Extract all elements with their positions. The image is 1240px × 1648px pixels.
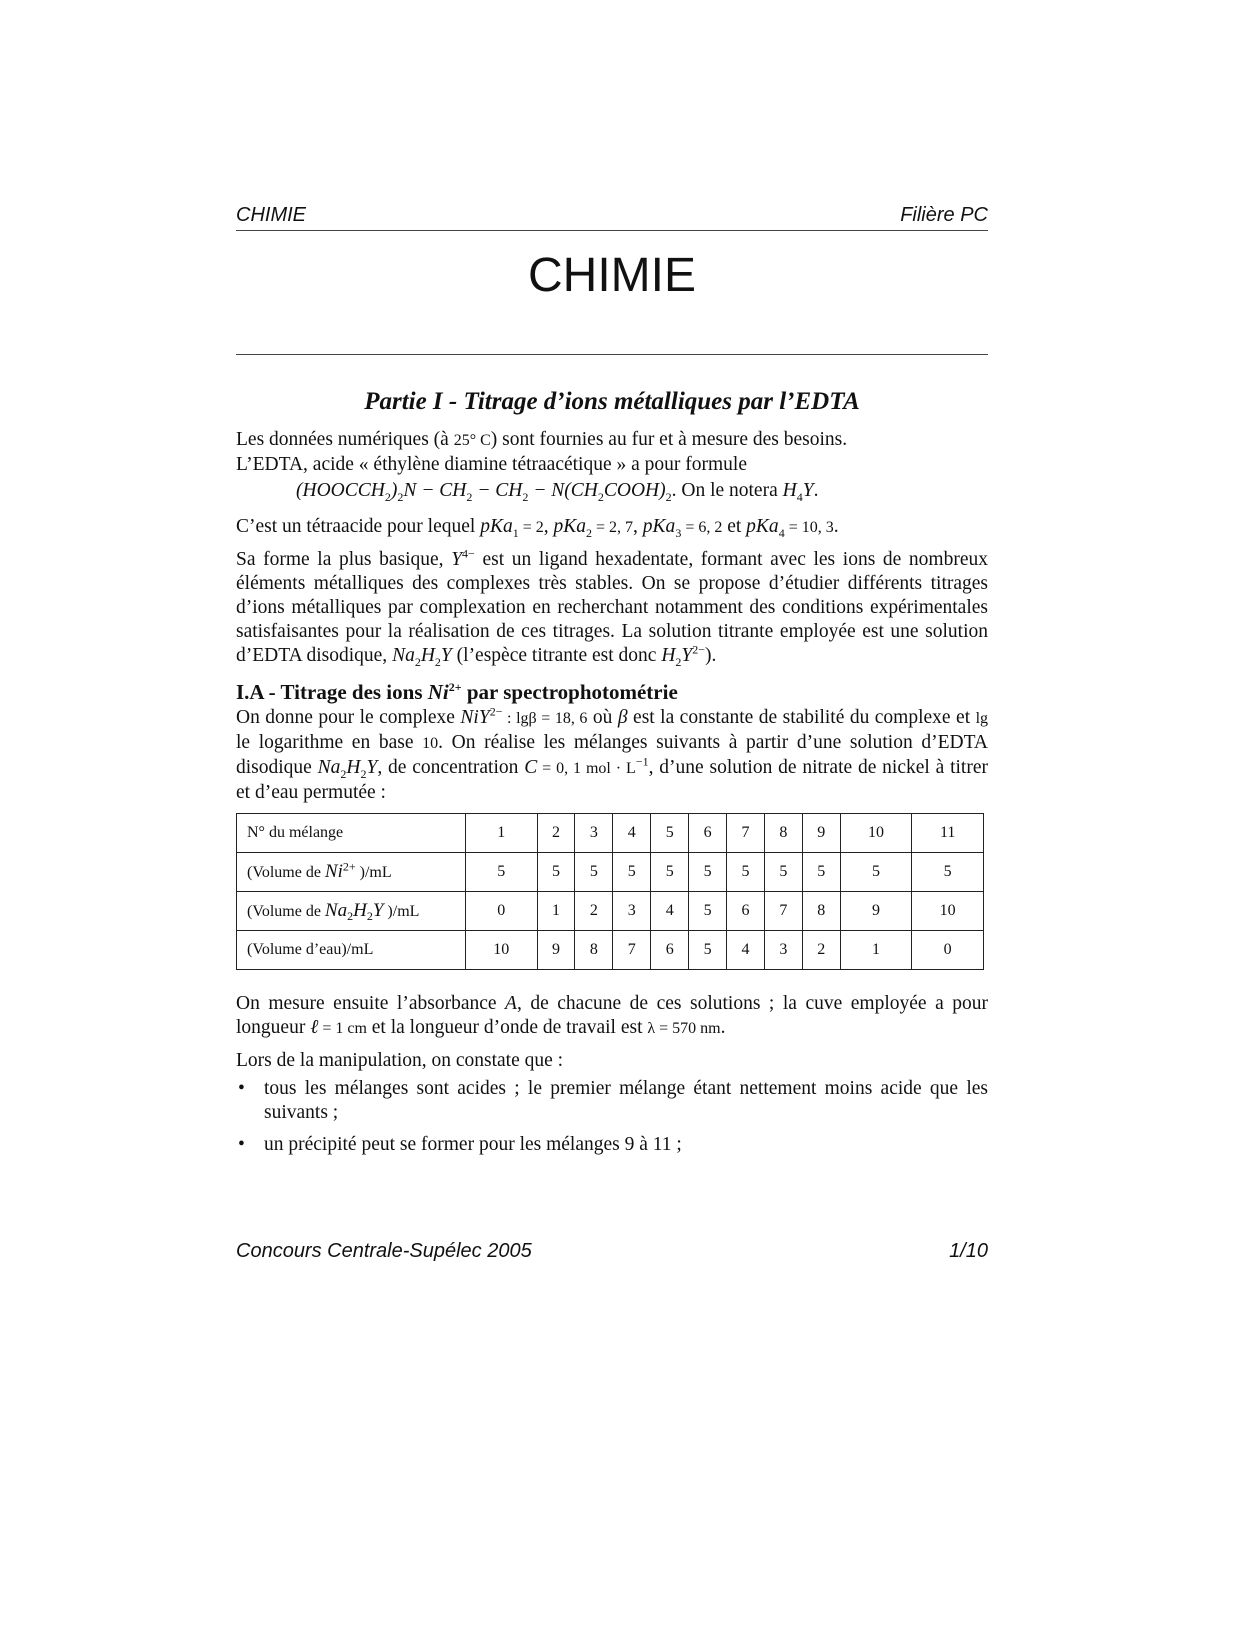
- page-title: CHIMIE: [528, 249, 696, 302]
- table-cell: 10: [840, 814, 912, 853]
- table-cell: 3: [613, 892, 651, 931]
- table-cell: 0: [466, 892, 538, 931]
- table-cell: 3: [764, 931, 802, 970]
- table-cell: 9: [840, 892, 912, 931]
- edta-formula: $(HOOCCH_2)_2N - CH_2 - CH_2$ − $N(CH_2COOH)_2$. On le notera $H_4Y$.: [296, 480, 819, 504]
- table-cell: 5: [651, 814, 689, 853]
- table-cell: 9: [802, 814, 840, 853]
- table-cell: 1: [537, 892, 575, 931]
- table-cell: 5: [840, 853, 912, 892]
- table-row: [237, 853, 984, 892]
- footer-contest: Concours Centrale-Supélec 2005: [236, 1240, 532, 1262]
- header-track: Filière PC: [900, 204, 988, 226]
- table-cell: 7: [764, 892, 802, 931]
- table-cell: 5: [689, 931, 727, 970]
- absorbance-paragraph: On mesure ensuite l’absorbance A, de chacune de ces solutions ; la cuve employée a pour longueur ℓ = 1 cm et la longueur d’onde de travail est λ = 570 nm.: [236, 993, 988, 1038]
- table-cell: 5: [764, 853, 802, 892]
- part-title: Partie I - Titrage d’ions métalliques par l’EDTA: [364, 388, 860, 415]
- table-cell: 5: [575, 853, 613, 892]
- table-cell: 4: [651, 892, 689, 931]
- table-cell: 1: [840, 931, 912, 970]
- table-cell: 0: [912, 931, 984, 970]
- header-subject: CHIMIE: [236, 204, 306, 226]
- list-item: • un précipité peut se former pour les mélanges 9 à 11 ;: [238, 1134, 682, 1155]
- table-cell: 5: [727, 853, 765, 892]
- table-cell: 5: [689, 853, 727, 892]
- table-cell: 10: [912, 892, 984, 931]
- table-cell: 4: [613, 814, 651, 853]
- mixture-table-body: [237, 814, 984, 970]
- ligand-paragraph: Sa forme la plus basique, $Y^{4-}$ est un ligand hexadentate, formant avec les ions de nombreux éléments métalliques des complexes très stables. On se propose d’étudier différents titrages d’ions métalliques par complexation en recherchant notamment des conditions expérimentales satisfaisantes pour la réalisation de ces titrages. La solution titrante employée est une solution d’EDTA disodique, $Na_2H_2Y$ (l’espèce titrante est donc $H_2Y^{2-}$).: [236, 546, 988, 669]
- table-cell: 5: [651, 853, 689, 892]
- table-cell: 10: [466, 931, 538, 970]
- temperature-value: 25° C: [453, 432, 491, 449]
- table-cell: 8: [575, 931, 613, 970]
- table-cell: 8: [802, 892, 840, 931]
- table-cell: 7: [613, 931, 651, 970]
- wavelength-value: λ = 570 nm: [647, 1020, 721, 1037]
- table-cell: 6: [651, 931, 689, 970]
- table-cell: 5: [466, 853, 538, 892]
- row-header: (Volume de $Ni^{2+}$ )/mL: [237, 853, 466, 892]
- table-cell: 2: [575, 892, 613, 931]
- intro-paragraph: Les données numériques (à 25° C) sont fournies au fur et à mesure des besoins.: [236, 429, 848, 450]
- table-cell: 5: [537, 853, 575, 892]
- table-cell: 1: [466, 814, 538, 853]
- row-header: N° du mélange: [237, 814, 466, 853]
- bullet-icon: •: [238, 1134, 245, 1155]
- exam-page: [236, 0, 988, 1648]
- observation-list: [236, 1077, 988, 1157]
- section-title-ia: I.A - Titrage des ions $Ni^{2+}$ par spectrophotométrie: [236, 680, 678, 704]
- running-header: [236, 204, 988, 227]
- table-cell: 2: [802, 931, 840, 970]
- list-item: • tous les mélanges sont acides ; le premier mélange étant nettement moins acide que les suivants ;: [238, 1078, 988, 1123]
- table-cell: 4: [727, 931, 765, 970]
- ia-paragraph: On donne pour le complexe NiY$^{2-}$ : lgβ = 18, 6 où β est la constante de stabilité du complexe et lg le logarithme en base 10. On réalise les mélanges suivants à partir d’une solution d’EDTA disodique $Na_2H_2Y$, de concentration C = 0, 1 mol · $L^{-1}$, d’une solution de nitrate de nickel à titrer et d’eau permutée :: [236, 704, 989, 803]
- body-text: [236, 428, 988, 1165]
- table-cell: 9: [537, 931, 575, 970]
- observation-paragraph: Lors de la manipulation, on constate que :: [236, 1050, 564, 1071]
- edta-paragraph: L’EDTA, acide « éthylène diamine tétraacétique » a pour formule: [236, 454, 748, 475]
- row-header: (Volume de $Na_2H_2Y$ )/mL: [237, 892, 466, 931]
- title-rule: [236, 354, 988, 355]
- table-cell: 5: [802, 853, 840, 892]
- bullet-icon: •: [238, 1078, 245, 1099]
- running-footer: [236, 1240, 988, 1263]
- table-row: [237, 892, 984, 931]
- table-cell: 3: [575, 814, 613, 853]
- page-number: 1/10: [949, 1240, 988, 1262]
- table-cell: 6: [727, 892, 765, 931]
- pka-paragraph: C’est un tétraacide pour lequel pKa$_1$ = 2, pKa$_2$ = 2, 7, pKa$_3$ = 6, 2 et pKa$_4$ = 10, 3.: [236, 516, 839, 540]
- table-cell: 5: [689, 892, 727, 931]
- table-cell: 7: [727, 814, 765, 853]
- header-rule: [236, 230, 988, 231]
- row-header: (Volume d’eau)/mL: [237, 931, 466, 970]
- table-row: [237, 931, 984, 970]
- table-cell: 5: [912, 853, 984, 892]
- table-cell: 11: [912, 814, 984, 853]
- table-cell: 2: [537, 814, 575, 853]
- table-row: [237, 814, 984, 853]
- table-cell: 6: [689, 814, 727, 853]
- table-cell: 8: [764, 814, 802, 853]
- mixture-table: [236, 813, 984, 970]
- table-cell: 5: [613, 853, 651, 892]
